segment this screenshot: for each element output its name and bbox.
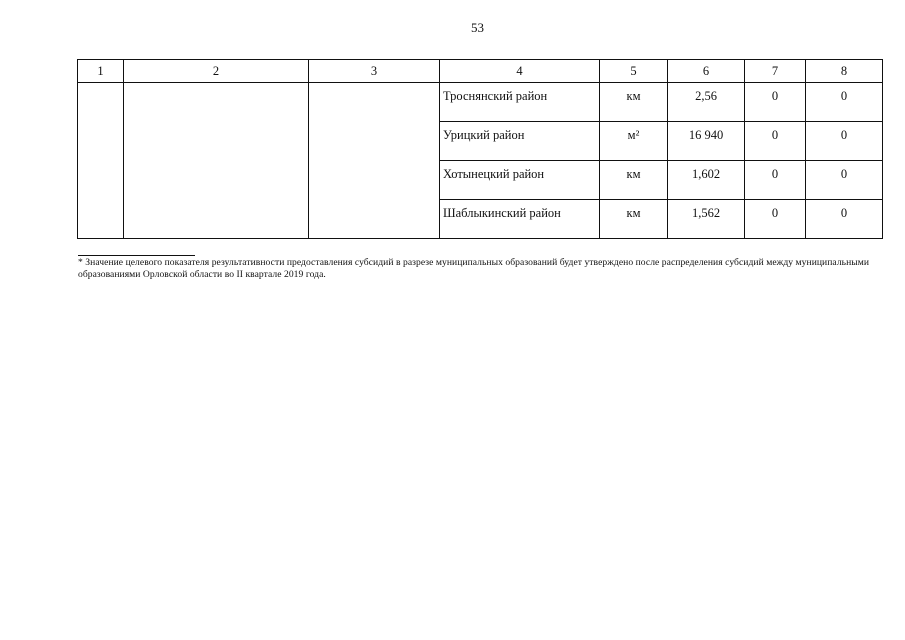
unit-cell: км [600, 200, 668, 239]
value-cell: 16 940 [668, 122, 745, 161]
cell-col-3 [309, 83, 440, 122]
cell-col-1 [78, 122, 124, 161]
header-col-5: 5 [600, 60, 668, 83]
cell-col-3 [309, 161, 440, 200]
cell-col-2 [124, 83, 309, 122]
indicator-table [77, 59, 883, 239]
cell-col-2 [124, 122, 309, 161]
district-cell: Хотынецкий район [440, 161, 600, 200]
cell-col-1 [78, 83, 124, 122]
col7-cell: 0 [745, 200, 806, 239]
col8-cell: 0 [806, 122, 883, 161]
table-row [78, 83, 883, 122]
header-col-8: 8 [806, 60, 883, 83]
col7-cell: 0 [745, 83, 806, 122]
cell-col-2 [124, 200, 309, 239]
value-cell: 1,562 [668, 200, 745, 239]
district-cell: Троснянский район [440, 83, 600, 122]
col8-cell: 0 [806, 83, 883, 122]
cell-col-3 [309, 200, 440, 239]
table-row [78, 122, 883, 161]
table-row [78, 200, 883, 239]
district-cell: Шаблыкинский район [440, 200, 600, 239]
footnote: * Значение целевого показателя результативности предоставления субсидий в разрезе муниципальных образований будет утверждено после распределения субсидий между муниципальными образованиями Орловской области во II квартале 2019 года. [78, 257, 870, 280]
col8-cell: 0 [806, 200, 883, 239]
cell-col-1 [78, 200, 124, 239]
header-col-3: 3 [309, 60, 440, 83]
footnote-divider [78, 255, 195, 256]
header-col-1: 1 [78, 60, 124, 83]
cell-col-3 [309, 122, 440, 161]
header-col-2: 2 [124, 60, 309, 83]
cell-col-2 [124, 161, 309, 200]
table-header-row [78, 60, 883, 83]
value-cell: 1,602 [668, 161, 745, 200]
page-number: 53 [471, 20, 484, 35]
unit-cell: м² [600, 122, 668, 161]
cell-col-1 [78, 161, 124, 200]
table-row [78, 161, 883, 200]
col7-cell: 0 [745, 122, 806, 161]
header-col-4: 4 [440, 60, 600, 83]
unit-cell: км [600, 83, 668, 122]
unit-cell: км [600, 161, 668, 200]
col8-cell: 0 [806, 161, 883, 200]
value-cell: 2,56 [668, 83, 745, 122]
district-cell: Урицкий район [440, 122, 600, 161]
col7-cell: 0 [745, 161, 806, 200]
header-col-6: 6 [668, 60, 745, 83]
header-col-7: 7 [745, 60, 806, 83]
